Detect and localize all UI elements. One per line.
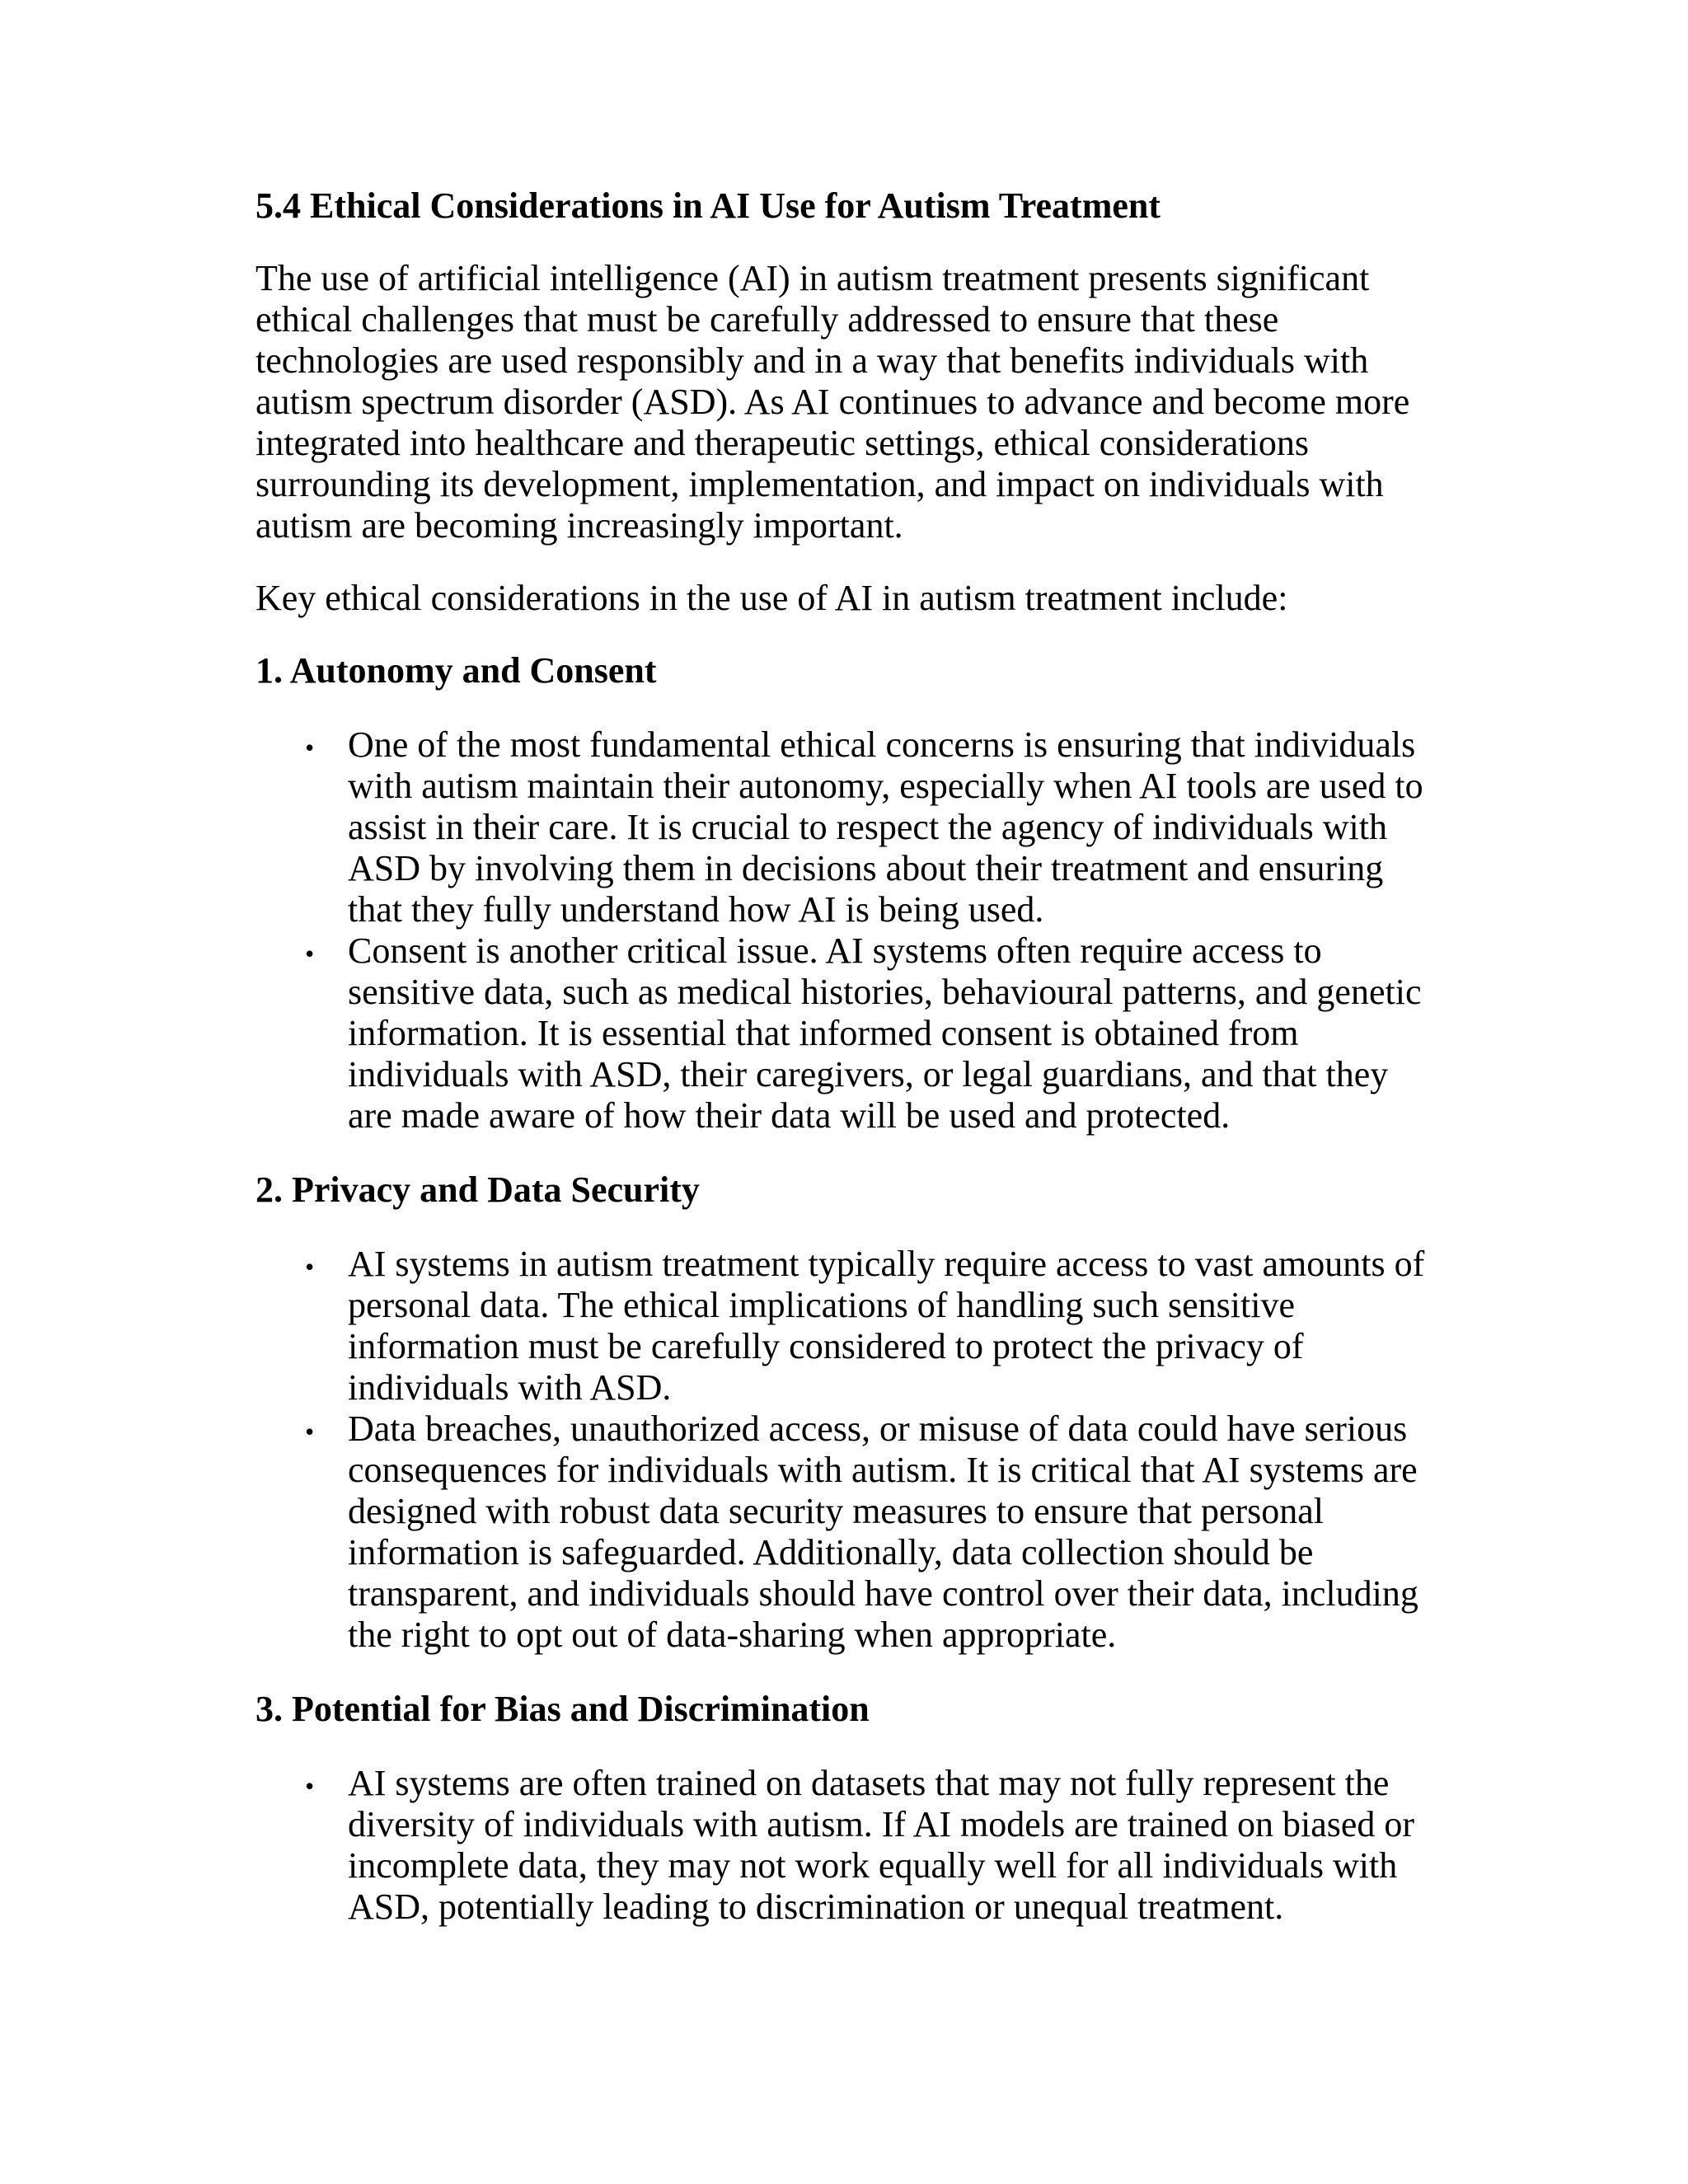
list-item (256, 724, 1434, 930)
intro-paragraph: The use of artificial intelligence (AI) in autism treatment presents significant ethical challenges that must be carefully addressed to ensure that these technologies are used responsibly and in a way that benefits individuals with autism spectrum disorder (ASD). As AI continues to advance and become more integrated into healthcare and therapeutic settings, ethical considerations surrounding its development, implementation, and impact on individuals with autism are becoming increasingly important. (256, 258, 1410, 546)
section-heading-privacy-security: 2. Privacy and Data Security (256, 1169, 700, 1210)
bullet-list-privacy-security (256, 1244, 1434, 1656)
lead-in-paragraph: Key ethical considerations in the use of AI in autism treatment include: (256, 578, 1288, 618)
section-heading-autonomy-consent: 1. Autonomy and Consent (256, 650, 657, 691)
bullet-icon: • (305, 1252, 315, 1282)
list-item (256, 930, 1434, 1137)
list-item (256, 1408, 1434, 1656)
bullet-list-bias-discrimination (256, 1763, 1434, 1928)
list-item (256, 1763, 1434, 1928)
document-page (256, 185, 1434, 1961)
section-heading-bias-discrimination: 3. Potential for Bias and Discrimination (256, 1689, 870, 1729)
bullet-icon: • (305, 733, 315, 762)
list-item-text: Data breaches, unauthorized access, or misuse of data could have serious consequences for individuals with autism. It is critical that AI systems are designed with robust data security measures to ensure that personal information is safeguarded. Additionally, data collection should be transparent, and individuals should have control over their data, including the right to opt out of data-sharing when appropriate. (348, 1408, 1418, 1655)
list-item-text: AI systems in autism treatment typically require access to vast amounts of personal data. The ethical implications of handling such sensitive information must be carefully considered to protect the privacy of individuals with ASD. (348, 1244, 1425, 1408)
bullet-list-autonomy-consent (256, 724, 1434, 1137)
list-item-text: Consent is another critical issue. AI systems often require access to sensitive data, such as medical histories, behavioural patterns, and genetic information. It is essential that informed consent is obtained from individuals with ASD, their caregivers, or legal guardians, and that they are made aware of how their data will be used and protected. (348, 930, 1422, 1136)
bullet-icon: • (305, 1417, 315, 1446)
bullet-icon: • (305, 939, 315, 968)
list-item-text: AI systems are often trained on datasets that may not fully represent the diversity of individuals with autism. If AI models are trained on biased or incomplete data, they may not work equally well for all individuals with ASD, potentially leading to discrimination or unequal treatment. (348, 1763, 1415, 1927)
page-title: 5.4 Ethical Considerations in AI Use for Autism Treatment (256, 185, 1161, 226)
bullet-icon: • (305, 1771, 315, 1801)
list-item-text: One of the most fundamental ethical concerns is ensuring that individuals with autism maintain their autonomy, especially when AI tools are used to assist in their care. It is crucial to respect the agency of individuals with ASD by involving them in decisions about their treatment and ensuring that they fully understand how AI is being used. (348, 724, 1423, 930)
list-item (256, 1244, 1434, 1408)
